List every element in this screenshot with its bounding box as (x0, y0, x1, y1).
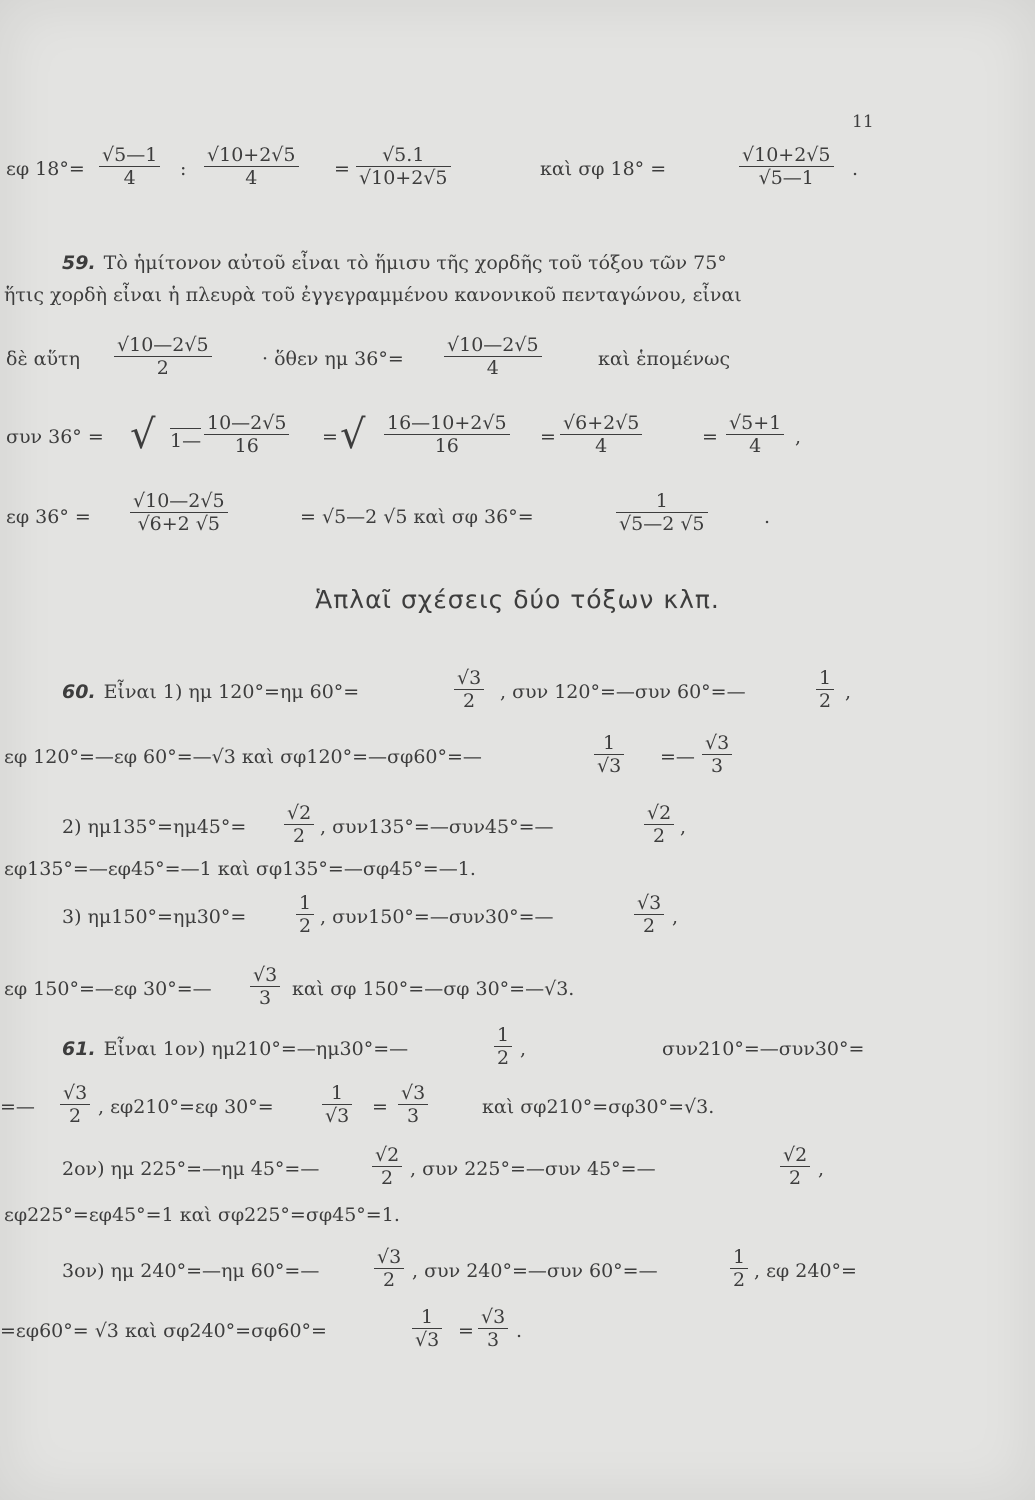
section-heading: Ἁπλαῖ σχέσεις δύο τόξων κλπ. (315, 585, 720, 614)
page-number: 11 (852, 112, 874, 132)
paragraph-number: 61. (62, 1038, 96, 1060)
document-page: 11 εφ 18°= $\frac{√5—1}{4}$ : $\frac{√10+2√5}{4}$ = $\frac{√5.1}{√10+2√5}$ καὶ σφ 18° = $\frac{√10+2√5}{√5—1}$ . 59. Τὸ ἡμίτονον αὐτοῦ εἶναι τὸ ἥμισυ τῆς χορδῆς τοῦ τόξου τῶν 75° ἥτις χορδὴ εἶναι ἡ πλευρὰ τοῦ ἐγγεγραμμένου κανονικοῦ πενταγώνου, εἶναι δὲ αὕτη $\frac{√10—2√5}{2}$ · ὅθεν ημ 36°= $\frac{√10—2√5}{4}$ καὶ ἑπομένως συν 36° = √ 1— $\frac{10—2√5}{16}$ = √ $\frac{16—10+2√5}{16}$ = $\frac{√6+2√5}{4}$ = $\frac{√5+1}{4}$ , εφ 36° = $\frac{√10—2√5}{√6+2 √5}$ = √5—2 √5 καὶ σφ 36°= $\frac{1}{√5—2 √5}$ . Ἁπλαῖ σχέσεις δύο τόξων κλπ. 60. Εἶναι 1) ημ 120°=ημ 60°= $\frac{√3}{2}$ , συν 120°=—συν 60°=— $\frac{1}{2}$ , εφ 120°=—εφ 60°=—√3 καὶ σφ120°=—σφ60°=— $\frac{1}{√3}$ =— $\frac{√3}{3}$ 2) ημ135°=ημ45°= $\frac{√2}{2}$ , συν135°=—συν45°=— $\frac{√2}{2}$ , εφ135°=—εφ45°=—1 καὶ σφ135°=—σφ45°=—1. 3) ημ150°=ημ30°= $\frac{1}{2}$ , συν150°=—συν30°=— $\frac{√3}{2}$ , εφ 150°=—εφ 30°=— $\frac{√3}{3}$ καὶ σφ 150°=—σφ 30°=—√3. 61. Εἶναι 1ον) ημ210°=—ημ30°=— $\frac{1}{2}$ , συν210°=—συν30°= =— $\frac{√3}{2}$ , εφ210°=εφ 30°= $\frac{1}{√3}$ = $\frac{√3}{3}$ καὶ σφ210°=σφ30°=√3. 2ον) ημ 225°=—ημ 45°=— $\frac{√2}{2}$ , συν 225°=—συν 45°=— $\frac{√2}{2}$ , εφ225°=εφ45°=1 καὶ σφ225°=σφ45°=1. 3ον) ημ 240°=—ημ 60°=— $\frac{√3}{2}$ , συν 240°=—συν 60°=— $\frac{1}{2}$ , εφ 240°= =εφ60°= √3 καὶ σφ240°=σφ60°= $\frac{1}{√3}$ = $\frac{√3}{3}$ . (0, 0, 1035, 1500)
paragraph-number: 59. (62, 252, 96, 274)
paragraph-number: 60. (62, 681, 96, 703)
